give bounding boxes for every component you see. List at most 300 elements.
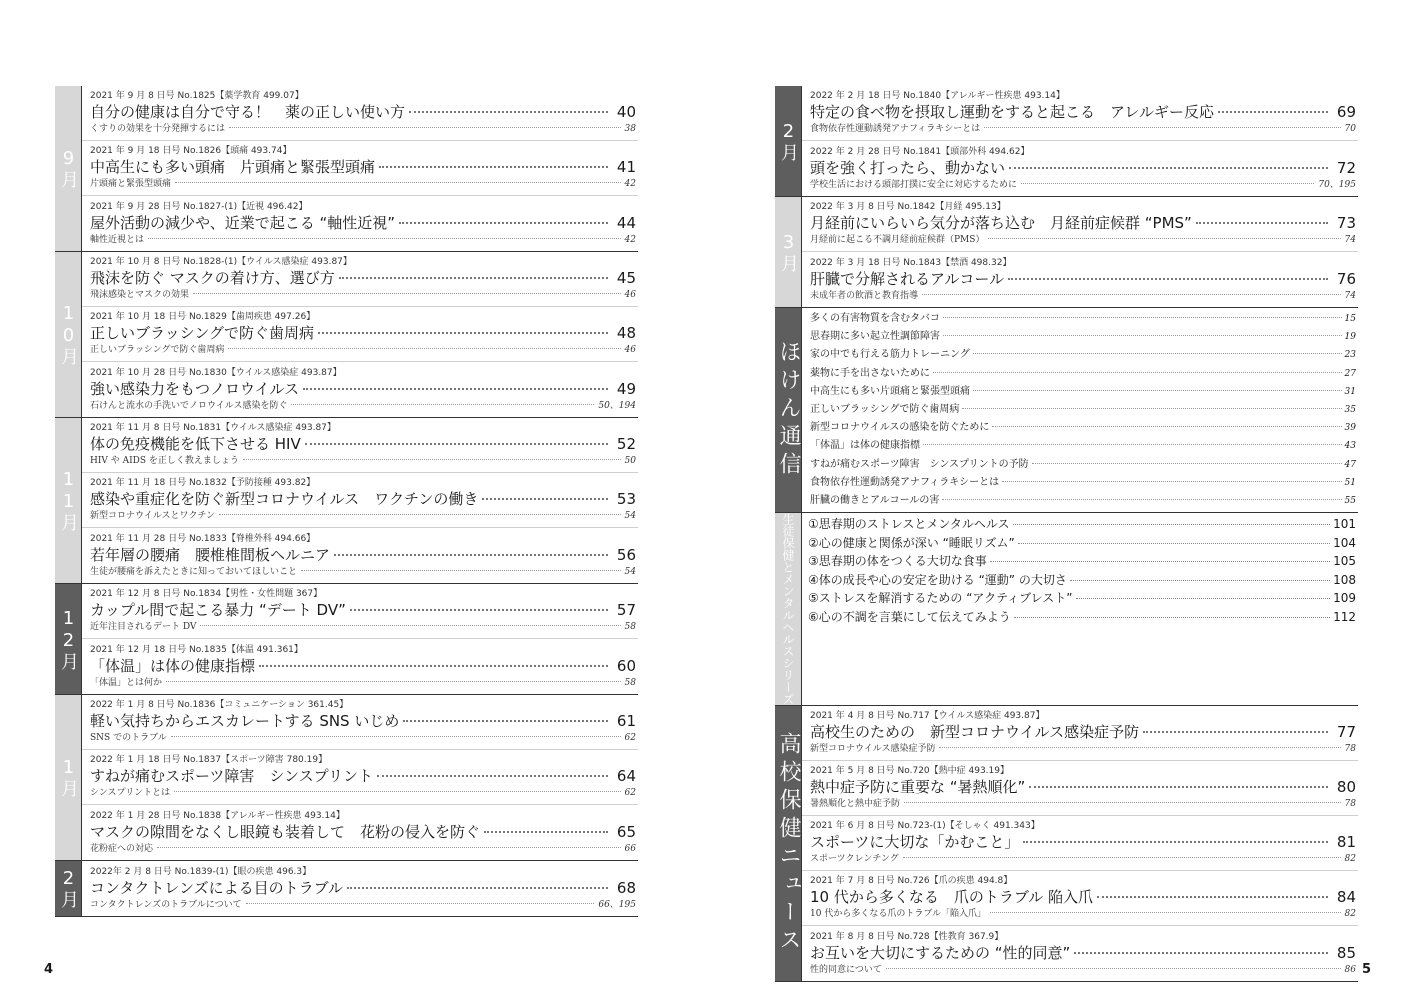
leader-dots <box>228 348 620 349</box>
hoken-item <box>802 365 1358 383</box>
entry-page: 65 <box>616 822 636 841</box>
entries <box>802 706 1358 981</box>
leader-dots <box>157 847 621 848</box>
koukou-group <box>775 706 1358 981</box>
leader-dots <box>229 127 621 128</box>
entry-title-line <box>90 600 638 621</box>
hoken-item <box>802 346 1358 364</box>
entry-subtitle: 生徒が腰痛を訴えたときに知っておいてほしいこと <box>90 566 298 577</box>
entry-subtitle: コンタクトレンズのトラブルについて <box>90 899 242 910</box>
month-group <box>55 584 638 695</box>
leader-dots <box>990 561 1330 562</box>
entry-subtitle: 新型コロナウイルスとワクチン <box>90 511 216 521</box>
leader-dots <box>175 182 621 183</box>
entry-sub-line <box>90 899 638 912</box>
entry-sub-page: 74 <box>1344 290 1356 301</box>
entry-title: 肝臓で分解されるアルコール <box>810 269 1005 288</box>
leader-dots <box>219 514 621 515</box>
leader-dots <box>1196 222 1328 224</box>
toc-entry <box>82 695 638 750</box>
entry-subtitle: 新型コロナウイルス感染症予防 <box>810 744 936 755</box>
month-label <box>775 197 802 307</box>
side-label-text: 9月 <box>58 148 79 189</box>
toc-entry <box>82 141 638 196</box>
issue-meta: 2022 年 1 月 28 日号 No.1838【アレルギー性疾患 493.14】 <box>90 810 345 821</box>
series-item-page: 109 <box>1333 591 1356 606</box>
leader-dots <box>1074 952 1328 954</box>
series-item-text: ⑤ストレスを解消するための “アクティブレスト” <box>808 591 1073 606</box>
entry-title: カップル間で起こる暴力 “デート DV” <box>90 601 346 619</box>
series-label <box>775 513 802 705</box>
entry-page: 53 <box>616 490 636 508</box>
entry-title-line <box>810 943 1358 964</box>
leader-dots <box>992 426 1341 427</box>
leader-dots <box>962 408 1341 409</box>
issue-meta: 2021 年 9 月 8 日号 No.1825【薬学教育 499.07】 <box>90 91 304 101</box>
leader-dots <box>1013 524 1331 525</box>
toc-entry <box>82 418 638 473</box>
series-item <box>802 589 1358 608</box>
leader-dots <box>943 335 1342 336</box>
entry-page: 57 <box>616 601 636 619</box>
entries <box>82 418 638 583</box>
hoken-item <box>802 437 1358 455</box>
side-label-text: ほけん通信 <box>776 340 801 481</box>
entry-sub-line <box>90 787 638 800</box>
entry-title: 若年層の腰痛 腰椎椎間板ヘルニア <box>90 545 331 564</box>
month-group <box>55 861 638 916</box>
issue-meta: 2022年 2 月 8 日号 No.1839-(1)【眼の疾患 496.3】 <box>90 866 312 877</box>
entries <box>82 584 638 694</box>
entry-page: 40 <box>616 103 636 121</box>
entry-sub-line <box>90 455 638 468</box>
toc-entry <box>802 141 1358 196</box>
entry-title: 10 代から多くなる 爪のトラブル 陥入爪 <box>810 888 1094 907</box>
issue-meta: 2021 年 9 月 18 日号 No.1826【頭痛 493.74】 <box>90 146 292 156</box>
leader-dots <box>1032 463 1342 464</box>
leader-dots <box>1008 278 1328 280</box>
entry-subtitle: 正しいブラッシングで防ぐ歯周病 <box>90 345 225 355</box>
leader-dots <box>939 747 1340 748</box>
issue-meta: 2022 年 2 月 18 日号 No.1840【アレルギー性疾患 493.14】 <box>810 91 1065 101</box>
entry-title: 「体温」は体の健康指標 <box>90 656 256 675</box>
entry-title: コンタクトレンズによる目のトラブル <box>90 878 343 897</box>
series-item <box>802 552 1358 571</box>
issue-meta: 2021 年 12 月 8 日号 No.1834【男性・女性問題 367】 <box>90 589 323 599</box>
toc-entry <box>802 871 1358 926</box>
leader-dots <box>200 625 620 626</box>
toc-entry <box>82 528 638 583</box>
leader-dots <box>339 277 608 279</box>
entry-sub-line <box>90 732 638 745</box>
hoken-item-text: 「体温」は体の健康指標 <box>810 440 920 452</box>
entry-sub-page: 58 <box>624 677 636 688</box>
entry-subtitle: 石けんと流水の手洗いでノロウイルス感染を防ぐ <box>90 400 288 411</box>
entry-title-line <box>90 102 638 123</box>
entry-sub-page: 46 <box>624 345 636 355</box>
leader-dots <box>379 166 608 168</box>
entry-title-line <box>90 489 638 510</box>
entry-sub-line <box>90 677 638 690</box>
hoken-item-page: 39 <box>1344 423 1356 434</box>
entry-page: 45 <box>616 269 636 287</box>
leader-dots <box>943 317 1342 318</box>
hoken-item <box>802 474 1358 492</box>
entry-page: 80 <box>1336 778 1356 797</box>
entry-sub-page: 54 <box>624 566 636 577</box>
entry-subtitle: HIV や AIDS を正しく教えましょう <box>90 456 239 466</box>
entry-subtitle: 月経前に起こる不調月経前症候群（PMS） <box>810 235 985 245</box>
entry-page: 81 <box>1336 833 1356 852</box>
toc-entry <box>82 362 638 417</box>
toc-entry <box>802 197 1358 252</box>
entry-sub-line <box>90 400 638 413</box>
entry-page: 64 <box>616 767 636 785</box>
entries <box>82 861 638 916</box>
entry-title: 感染や重症化を防ぐ新型コロナウイルス ワクチンの働き <box>90 490 479 508</box>
hoken-item <box>802 383 1358 401</box>
entry-sub-line <box>90 344 638 357</box>
leader-dots <box>350 609 608 611</box>
issue-meta: 2021 年 5 月 8 日号 No.720【熱中症 493.19】 <box>810 766 1009 777</box>
leader-dots <box>377 775 608 777</box>
entry-sub-line <box>90 843 638 856</box>
entry-sub-page: 46 <box>624 290 636 300</box>
entry-page: 77 <box>1336 723 1356 742</box>
entry-title-line <box>90 545 638 566</box>
leader-dots <box>1218 111 1328 113</box>
month-label <box>775 86 802 196</box>
side-label-text: 11月 <box>58 469 79 532</box>
hoken-item-text: 思春期に多い起立性調節障害 <box>810 331 940 343</box>
leader-dots <box>1023 841 1328 843</box>
toc-entry <box>802 926 1358 981</box>
entries <box>82 86 638 251</box>
entry-subtitle: くすりの効果を十分発揮するには <box>90 124 226 134</box>
issue-meta: 2022 年 3 月 8 日号 No.1842【月経 495.13】 <box>810 202 1006 212</box>
entry-subtitle: 「体温」とは何か <box>90 677 163 688</box>
issue-meta: 2021 年 11 月 8 日号 No.1831【ウイルス感染症 493.87】 <box>90 423 336 433</box>
hoken-item-page: 35 <box>1344 404 1356 415</box>
entry-page: 76 <box>1336 269 1356 288</box>
entry-title: お互いを大切にするための “性的同意” <box>810 943 1071 962</box>
hoken-item-text: 中高生にも多い片頭痛と緊張型頭痛 <box>810 385 970 397</box>
entry-sub-page: 62 <box>624 733 636 743</box>
leader-dots <box>399 222 608 224</box>
leader-dots <box>174 791 620 792</box>
entry-subtitle: 近年注目されるデート DV <box>90 622 197 632</box>
leader-dots <box>886 968 1341 969</box>
entry-title: 飛沫を防ぐ マスクの着け方、選び方 <box>90 269 335 287</box>
leader-dots <box>973 390 1342 391</box>
entry-sub-line <box>810 743 1358 756</box>
hoken-item-text: 多くの有害物質を含むタバコ <box>810 313 940 324</box>
entry-title-line <box>810 722 1358 743</box>
leader-dots <box>484 831 608 833</box>
leader-dots <box>942 499 1341 500</box>
issue-meta: 2022 年 3 月 18 日号 No.1843【禁酒 498.32】 <box>810 257 1012 268</box>
toc-entry <box>82 307 638 362</box>
entry-subtitle: 花粉症への対応 <box>90 843 154 854</box>
hoken-item-page: 27 <box>1344 368 1356 379</box>
hoken-item <box>802 328 1358 346</box>
entry-sub-page: 74 <box>1344 235 1356 245</box>
toc-entry <box>82 584 638 639</box>
entry-title-line <box>810 777 1358 798</box>
leader-dots <box>903 857 1341 858</box>
leader-dots <box>166 681 621 682</box>
series-item <box>802 515 1358 534</box>
series-item <box>802 534 1358 553</box>
entry-subtitle: 10 代から多くなる爪のトラブル「陥入爪」 <box>810 909 986 920</box>
issue-meta: 2021 年 6 月 8 日号 No.723-(1)【そしゃく 491.343】 <box>810 821 1040 832</box>
month-group <box>55 86 638 252</box>
entry-sub-page: 54 <box>624 511 636 521</box>
entry-sub-page: 50、194 <box>598 400 636 411</box>
entry-sub-page: 66 <box>624 843 636 854</box>
entry-subtitle: シンスプリントとは <box>90 788 171 798</box>
hoken-item-page: 47 <box>1344 459 1356 470</box>
leader-dots <box>1014 617 1330 618</box>
hoken-item-page: 23 <box>1344 350 1356 361</box>
series-item <box>802 608 1358 627</box>
entries <box>802 197 1358 307</box>
entry-sub-line <box>90 566 638 579</box>
month-label <box>55 695 82 860</box>
leader-dots <box>1070 580 1330 581</box>
leader-dots <box>259 665 608 667</box>
page-number-left: 4 <box>44 962 54 977</box>
issue-meta: 2022 年 1 月 18 日号 No.1837【スポーツ障害 780.19】 <box>90 755 328 765</box>
leader-dots <box>347 887 608 889</box>
series-item <box>802 571 1358 590</box>
entry-title: 強い感染力をもつノロウイルス <box>90 379 300 398</box>
side-label-text: 10月 <box>58 303 79 366</box>
entry-sub-page: 42 <box>624 179 636 189</box>
leader-dots <box>1009 167 1328 169</box>
entry-page: 68 <box>616 878 636 897</box>
month-group <box>55 252 638 418</box>
entry-subtitle: 軸性近視とは <box>90 234 145 245</box>
leader-dots <box>171 736 621 737</box>
entry-title-line <box>90 656 638 677</box>
entry-page: 48 <box>616 324 636 342</box>
entries <box>82 252 638 417</box>
leader-dots <box>334 554 608 556</box>
issue-meta: 2021 年 8 月 8 日号 No.728【性教育 367.9】 <box>810 931 1004 942</box>
month-group <box>775 86 1358 197</box>
month-group <box>55 695 638 861</box>
month-label <box>55 252 82 417</box>
entry-sub-line <box>90 510 638 523</box>
entry-sub-page: 38 <box>624 124 636 134</box>
leader-dots <box>984 127 1340 128</box>
entry-sub-page: 70、195 <box>1318 179 1356 190</box>
month-label <box>55 861 82 916</box>
leader-dots <box>1143 731 1328 733</box>
toc-entry <box>802 816 1358 871</box>
entry-title: 中高生にも多い頭痛 片頭痛と緊張型頭痛 <box>90 158 376 176</box>
hoken-label <box>775 308 802 512</box>
entry-title-line <box>810 832 1358 853</box>
entry-sub-line <box>810 123 1358 136</box>
entry-subtitle: SNS でのトラブル <box>90 733 167 743</box>
hoken-list <box>802 308 1358 512</box>
entry-page: 44 <box>616 213 636 232</box>
hoken-item-text: 家の中でも行える筋力トレーニング <box>810 349 970 361</box>
leader-dots <box>933 372 1342 373</box>
month-label <box>55 584 82 694</box>
issue-meta: 2021 年 10 月 8 日号 No.1828-(1)【ウイルス感染症 493.87】 <box>90 257 352 267</box>
leader-dots <box>923 444 1342 445</box>
entry-sub-line <box>810 964 1358 977</box>
leader-dots <box>246 903 595 904</box>
hoken-item <box>802 492 1358 510</box>
entry-sub-line <box>810 853 1358 866</box>
leader-dots <box>193 293 621 294</box>
issue-meta: 2021 年 10 月 18 日号 No.1829【歯周疾患 497.26】 <box>90 312 316 322</box>
leader-dots <box>904 802 1341 803</box>
issue-meta: 2021 年 4 月 8 日号 No.717【ウイルス感染症 493.87】 <box>810 711 1045 722</box>
leader-dots <box>148 238 621 239</box>
hoken-item-page: 55 <box>1344 495 1356 506</box>
entry-subtitle: 暑熱順化と熱中症予防 <box>810 799 901 810</box>
entry-sub-line <box>90 178 638 191</box>
entry-title-line <box>90 379 638 400</box>
issue-meta: 2022 年 1 月 8 日号 No.1836【コミュニケーション 361.45】 <box>90 700 349 710</box>
issue-meta: 2021 年 11 月 18 日号 No.1832【予防接種 493.82】 <box>90 478 316 488</box>
issue-meta: 2021 年 9 月 28 日号 No.1827-(1)【近視 496.42】 <box>90 201 308 212</box>
entry-title-line <box>810 269 1358 290</box>
side-label-text: 生徒保健とメンタルヘルスシリーズ <box>781 513 795 706</box>
hoken-item-text: 肝臓の働きとアルコールの害 <box>810 494 940 506</box>
hoken-item-text: 新型コロナウイルスの感染を防ぐために <box>810 422 990 434</box>
entry-title: マスクの隙間をなくし眼鏡も装着して 花粉の侵入を防ぐ <box>90 822 481 841</box>
entry-title-line <box>90 711 638 732</box>
issue-meta: 2021 年 11 月 28 日号 No.1833【脊椎外科 494.66】 <box>90 533 316 544</box>
entry-subtitle: 食物依存性運動誘発アナフィラキシーとは <box>810 124 981 134</box>
side-label-text: 2月 <box>58 868 79 909</box>
series-item-page: 105 <box>1333 554 1356 569</box>
series-item-page: 101 <box>1333 517 1356 532</box>
entry-sub-page: 50 <box>624 456 636 466</box>
entry-title-line <box>810 213 1358 234</box>
series-item-text: ②心の健康と関係が深い “睡眠リズム” <box>808 535 1015 550</box>
toc-entry <box>802 761 1358 816</box>
entry-title-line <box>90 878 638 899</box>
series-item-text: ③思春期の体をつくる大切な食事 <box>808 554 987 569</box>
entry-sub-line <box>810 234 1358 247</box>
koukou-label <box>775 706 802 981</box>
side-label-text: 3月 <box>778 231 799 273</box>
entry-page: 60 <box>616 656 636 675</box>
hoken-item-page: 51 <box>1344 477 1356 488</box>
entry-page: 69 <box>1336 103 1356 121</box>
hoken-item-text: 食物依存性運動誘発アナフィラキシーとは <box>810 476 1000 488</box>
leader-dots <box>303 388 608 390</box>
entry-sub-line <box>810 290 1358 303</box>
entry-page: 73 <box>1336 214 1356 232</box>
entry-sub-page: 78 <box>1344 799 1356 810</box>
hoken-item <box>802 419 1358 437</box>
leader-dots <box>973 353 1342 354</box>
hoken-group <box>775 308 1358 513</box>
side-label-text: 高校保健ニュース <box>776 731 801 956</box>
entry-page: 56 <box>616 545 636 564</box>
series-item-page: 104 <box>1333 535 1356 550</box>
entry-subtitle: 片頭痛と緊張型頭痛 <box>90 179 172 189</box>
issue-meta: 2022 年 2 月 28 日号 No.1841【頭部外科 494.62】 <box>810 146 1030 157</box>
month-label <box>55 86 82 251</box>
entry-sub-page: 42 <box>624 234 636 245</box>
leader-dots <box>1076 598 1331 599</box>
entry-page: 52 <box>616 435 636 453</box>
entry-sub-line <box>90 621 638 634</box>
leader-dots <box>990 912 1341 913</box>
entry-page: 41 <box>616 158 636 176</box>
entry-title: 頭を強く打ったら、動かない <box>810 158 1006 177</box>
entry-page: 61 <box>616 712 636 730</box>
entry-sub-page: 86 <box>1344 964 1356 975</box>
entry-subtitle: スポーツクレンチング <box>810 854 899 865</box>
toc-entry <box>802 706 1358 761</box>
hoken-item-page: 31 <box>1344 386 1356 397</box>
toc-entry <box>82 861 638 916</box>
side-label-text: 2月 <box>778 120 799 162</box>
right-column <box>775 86 1358 982</box>
toc-entry <box>82 639 638 694</box>
leader-dots <box>403 720 608 722</box>
series-group <box>775 513 1358 706</box>
leader-dots <box>318 332 608 334</box>
entry-title: 熱中症予防に重要な “暑熱順化” <box>810 778 1026 797</box>
entry-title: 軽い気持ちからエスカレートする SNS いじめ <box>90 712 400 730</box>
entry-title-line <box>810 102 1358 123</box>
entry-title: 屋外活動の減少や、近業で起こる “軸性近視” <box>90 213 396 232</box>
entry-page: 49 <box>616 379 636 398</box>
toc-entry <box>82 473 638 528</box>
toc-entry <box>802 252 1358 307</box>
entry-sub-page: 82 <box>1344 854 1356 865</box>
toc-entry <box>82 750 638 805</box>
toc-entry <box>802 86 1358 141</box>
issue-meta: 2021 年 12 月 18 日号 No.1835【体温 491.361】 <box>90 644 303 655</box>
series-item-page: 108 <box>1333 572 1356 587</box>
entry-title-line <box>90 766 638 787</box>
side-label-text: 12月 <box>58 607 79 671</box>
entry-sub-line <box>810 179 1358 192</box>
entry-page: 72 <box>1336 158 1356 177</box>
toc-entry <box>82 196 638 251</box>
entry-sub-page: 82 <box>1344 909 1356 920</box>
entry-page: 84 <box>1336 888 1356 907</box>
leader-dots <box>1002 481 1341 482</box>
left-column <box>55 86 638 917</box>
entry-title-line <box>810 158 1358 179</box>
series-item-page: 112 <box>1333 610 1356 625</box>
toc-entry <box>82 805 638 860</box>
leader-dots <box>1097 896 1328 898</box>
toc-entry <box>82 86 638 141</box>
entry-sub-line <box>810 908 1358 921</box>
side-label-text: 1月 <box>58 757 79 798</box>
entry-sub-line <box>90 123 638 136</box>
entry-title: 高校生のための 新型コロナウイルス感染症予防 <box>810 723 1140 742</box>
entry-title: すねが痛むスポーツ障害 シンスプリント <box>90 767 373 785</box>
hoken-item <box>802 310 1358 328</box>
entry-subtitle: 学校生活における頭部打撲に安全に対応するために <box>810 179 1018 190</box>
series-item-text: ④体の成長や心の安定を助ける “運動” の大切さ <box>808 572 1067 587</box>
